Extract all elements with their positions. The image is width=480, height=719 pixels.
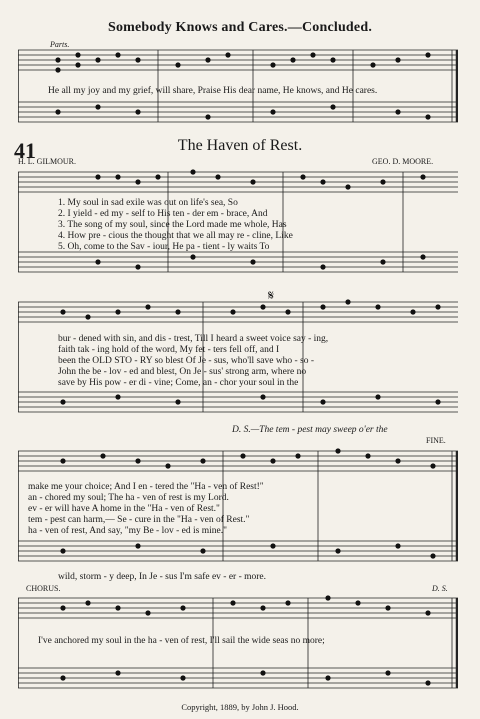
ds-line-2: wild, storm - y deep, In Je - sus I'm safe ev - er - more. xyxy=(58,572,267,582)
chorus-label: CHORUS. xyxy=(26,584,61,593)
hymn-title: The Haven of Rest. xyxy=(177,137,303,154)
verse-5-line-2: save by His pow - er di - vine; Come, an - chor your soul in the xyxy=(58,378,299,388)
verse-1-line-3: make me your choice; And I en - tered the "Ha - ven of Rest!" xyxy=(28,482,264,492)
hymn-number: 41 xyxy=(14,138,36,163)
continuation-title: Somebody Knows and Cares.—Concluded. xyxy=(107,20,373,35)
verse-3-line-1: 3. The song of my soul, since the Lord made me whole, Has xyxy=(58,220,287,230)
verse-2-line-1: 2. I yield - ed my - self to His ten - der em - brace, And xyxy=(58,209,268,219)
segno-sign: 𝄋 xyxy=(268,289,275,304)
parts-label: Parts. xyxy=(50,40,70,49)
verse-4-line-3: tem - pest can harm,— Se - cure in the "Ha - ven of Rest." xyxy=(28,515,250,525)
continuation-lyric: He all my joy and my grief, will share, Praise His dear name, He knows, and He cares. xyxy=(48,86,378,96)
verse-1-line-1: 1. My soul in sad exile was out on life's sea, So xyxy=(58,198,238,208)
fine-label: FINE. xyxy=(426,436,446,445)
verse-3-line-2: been the OLD STO - RY so blest Of Je - sus, who'll save who - so - xyxy=(58,356,315,366)
verse-2-line-2: faith tak - ing hold of the word, My fet - ters fell off, and I xyxy=(58,345,280,355)
verse-2-line-3: an - chored my soul; The ha - ven of rest is my Lord. xyxy=(28,493,229,503)
system-3-lyrics xyxy=(28,482,264,537)
verse-4-line-2: John the be - lov - ed and blest, On Je - sus' strong arm, where no xyxy=(58,367,307,377)
system-2-lyrics xyxy=(58,334,328,389)
verse-4-line-1: 4. How pre - cious the thought that we all may re - cline, Like xyxy=(58,231,293,241)
copyright: Copyright, 1889, by John J. Hood. xyxy=(181,702,299,712)
ds-line: D. S.—The tem - pest may sweep o'er the xyxy=(232,425,388,435)
system-1-lyrics xyxy=(58,198,293,253)
ds-label: D. S. xyxy=(432,584,448,593)
composer: GEO. D. MOORE. xyxy=(372,157,434,166)
verse-3-line-3: ev - er will have A home in the "Ha - ven of Rest." xyxy=(28,504,220,514)
verse-1-line-2: bur - dened with sin, and dis - trest, Till I heard a sweet voice say - ing, xyxy=(58,334,329,344)
verse-5-line-1: 5. Oh, come to the Sav - iour, He pa - tient - ly waits To xyxy=(58,242,270,252)
chorus-lyric: I've anchored my soul in the ha - ven of rest, I'll sail the wide seas no more; xyxy=(38,636,325,646)
verse-5-line-3: ha - ven of rest, And say, "my Be - lov - ed is mine." xyxy=(28,526,227,536)
lyricist: H. L. GILMOUR. xyxy=(18,157,76,166)
